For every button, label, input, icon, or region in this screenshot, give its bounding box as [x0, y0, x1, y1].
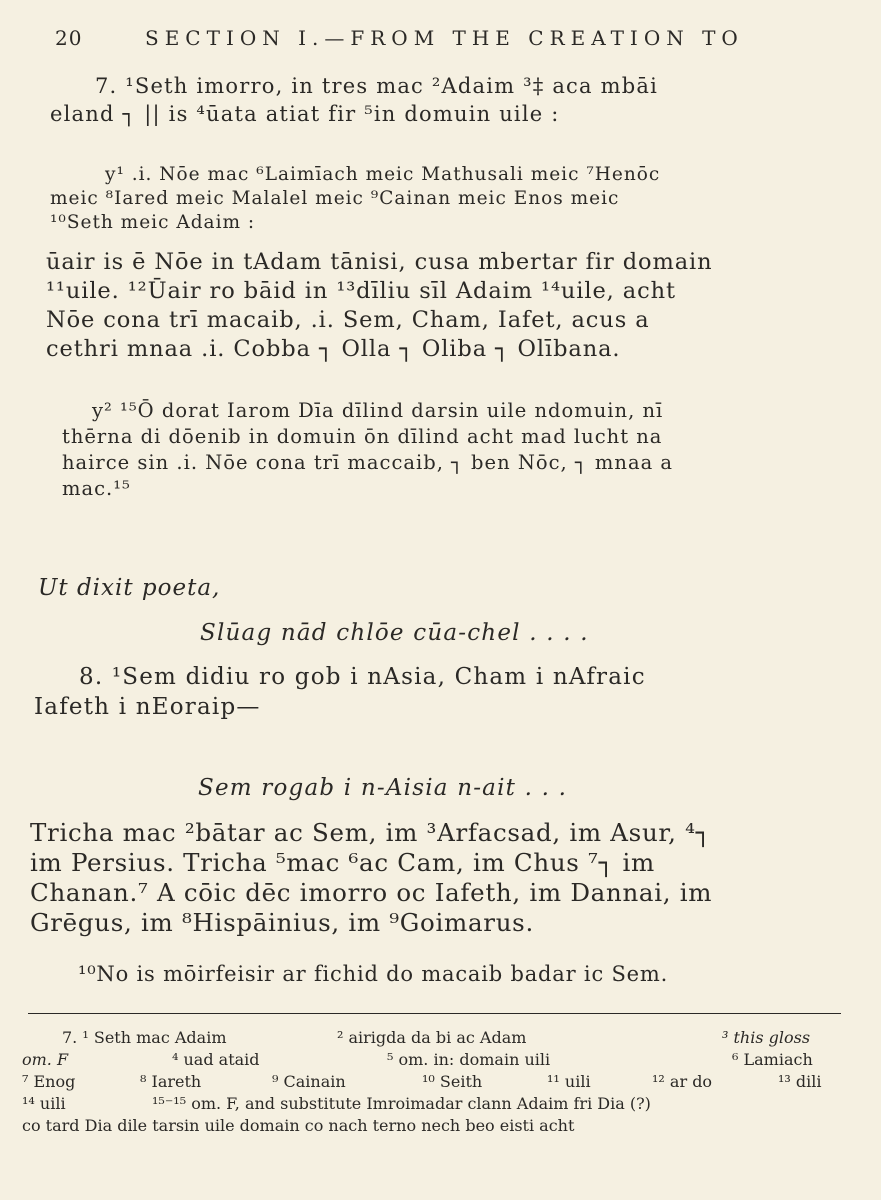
footnote: ⁴ uad ataid: [172, 1050, 260, 1069]
text-line: Iafeth i nEoraip—: [34, 694, 261, 720]
footnote-row: [22, 1093, 842, 1115]
text-line: y² ¹⁵Ō dorat Iarom Dīa dīlind darsin uile ndomuin, nī: [92, 399, 664, 422]
text-line: cethri mnaa .i. Cobba ┐ Olla ┐ Oliba ┐ Olībana.: [46, 336, 621, 362]
footnote-row: [22, 1071, 842, 1093]
footnote: ⁷ Enog: [22, 1072, 76, 1091]
footnote-row: [22, 1027, 842, 1049]
text-line: ¹⁰Seth meic Adaim :: [50, 212, 256, 233]
text-line: Tricha mac ²bātar ac Sem, im ³Arfacsad, im Asur, ⁴┐: [30, 818, 712, 847]
footnotes: [22, 1027, 842, 1137]
text-line: hairce sin .i. Nōe cona trī maccaib, ┐ ben Nōc, ┐ mnaa a: [62, 451, 674, 474]
text-line: eland ┐ || is ⁴ūata atiat fir ⁵in domuin uile :: [50, 102, 560, 126]
footnote-row: [22, 1115, 842, 1137]
text-line: thērna di dōenib in domuin ōn dīlind acht mad lucht na: [62, 425, 663, 448]
paragraph-7: [50, 72, 815, 128]
page-number: 20: [55, 26, 83, 50]
footnote: om. F: [22, 1050, 69, 1069]
footnote: ¹¹ uili: [547, 1072, 591, 1091]
paragraph-uair: [46, 248, 822, 364]
text-line: 7. ¹Seth imorro, in tres mac ²Adaim ³‡ aca mbāi: [95, 74, 658, 98]
text-line: ¹¹uile. ¹²Ūair ro bāid in ¹³dīliu sīl Adaim ¹⁴uile, acht: [46, 278, 676, 304]
text-line: y¹ .i. Nōe mac ⁶Laimīach meic Mathusali meic ⁷Henōc: [105, 164, 661, 185]
footnote: ⁶ Lamiach: [732, 1050, 813, 1069]
text-line: Nōe cona trī macaib, .i. Sem, Cham, Iafet, acus a: [46, 307, 650, 333]
footnote: ⁵ om. in: domain uili: [387, 1050, 551, 1069]
paragraph-tricha: [30, 818, 840, 938]
paragraph-8: [34, 662, 834, 722]
footnote: ³ this gloss: [722, 1028, 811, 1047]
page-header: [55, 26, 841, 56]
text-line: mac.¹⁵: [62, 477, 131, 500]
footnote: ¹⁵⁻¹⁵ om. F, and substitute Imroimadar clann Adaim fri Dia (?): [152, 1094, 651, 1113]
footnote: co tard Dia dile tarsin uile domain co nach terno nech beo eisti acht: [22, 1116, 575, 1135]
footnote: ⁸ Iareth: [140, 1072, 202, 1091]
paragraph-no-is: ¹⁰No is mōirfeisir ar fichid do macaib badar ic Sem.: [78, 962, 669, 986]
gloss-y1: [50, 163, 820, 235]
footnote: ¹² ar do: [652, 1072, 713, 1091]
running-title: SECTION I.—FROM THE CREATION TO: [145, 26, 744, 50]
text-line: im Persius. Tricha ⁵mac ⁶ac Cam, im Chus ⁷┐ im: [30, 848, 655, 877]
text-line: ūair is ē Nōe in tAdam tānisi, cusa mbertar fir domain: [46, 249, 713, 275]
text-line: Chanan.⁷ A cōic dēc imorro oc Iafeth, im Dannai, im: [30, 878, 713, 907]
footnote: ¹⁴ uili: [22, 1094, 66, 1113]
footnote: ¹³ dili: [778, 1072, 822, 1091]
verse-line-2: Sem rogab i n-Aisia n-ait . . .: [198, 775, 568, 801]
gloss-y2: [62, 398, 824, 502]
footnote-row: [22, 1049, 842, 1071]
footnote: ⁹ Cainain: [272, 1072, 346, 1091]
footnote-rule: [28, 1013, 841, 1014]
text-line: meic ⁸Iared meic Malalel meic ⁹Cainan meic Enos meic: [50, 188, 620, 209]
footnote: 7. ¹ Seth mac Adaim: [62, 1028, 227, 1047]
text-line: 8. ¹Sem didiu ro gob i nAsia, Cham i nAfraic: [79, 664, 646, 690]
verse-line-1: Slūag nād chlōe cūa-chel . . . .: [200, 620, 589, 646]
ut-dixit-line: Ut dixit poeta,: [38, 575, 221, 601]
footnote: ¹⁰ Seith: [422, 1072, 483, 1091]
text-line: Grēgus, im ⁸Hispāinius, im ⁹Goimarus.: [30, 908, 534, 937]
footnote: ² airigda da bi ac Adam: [337, 1028, 527, 1047]
